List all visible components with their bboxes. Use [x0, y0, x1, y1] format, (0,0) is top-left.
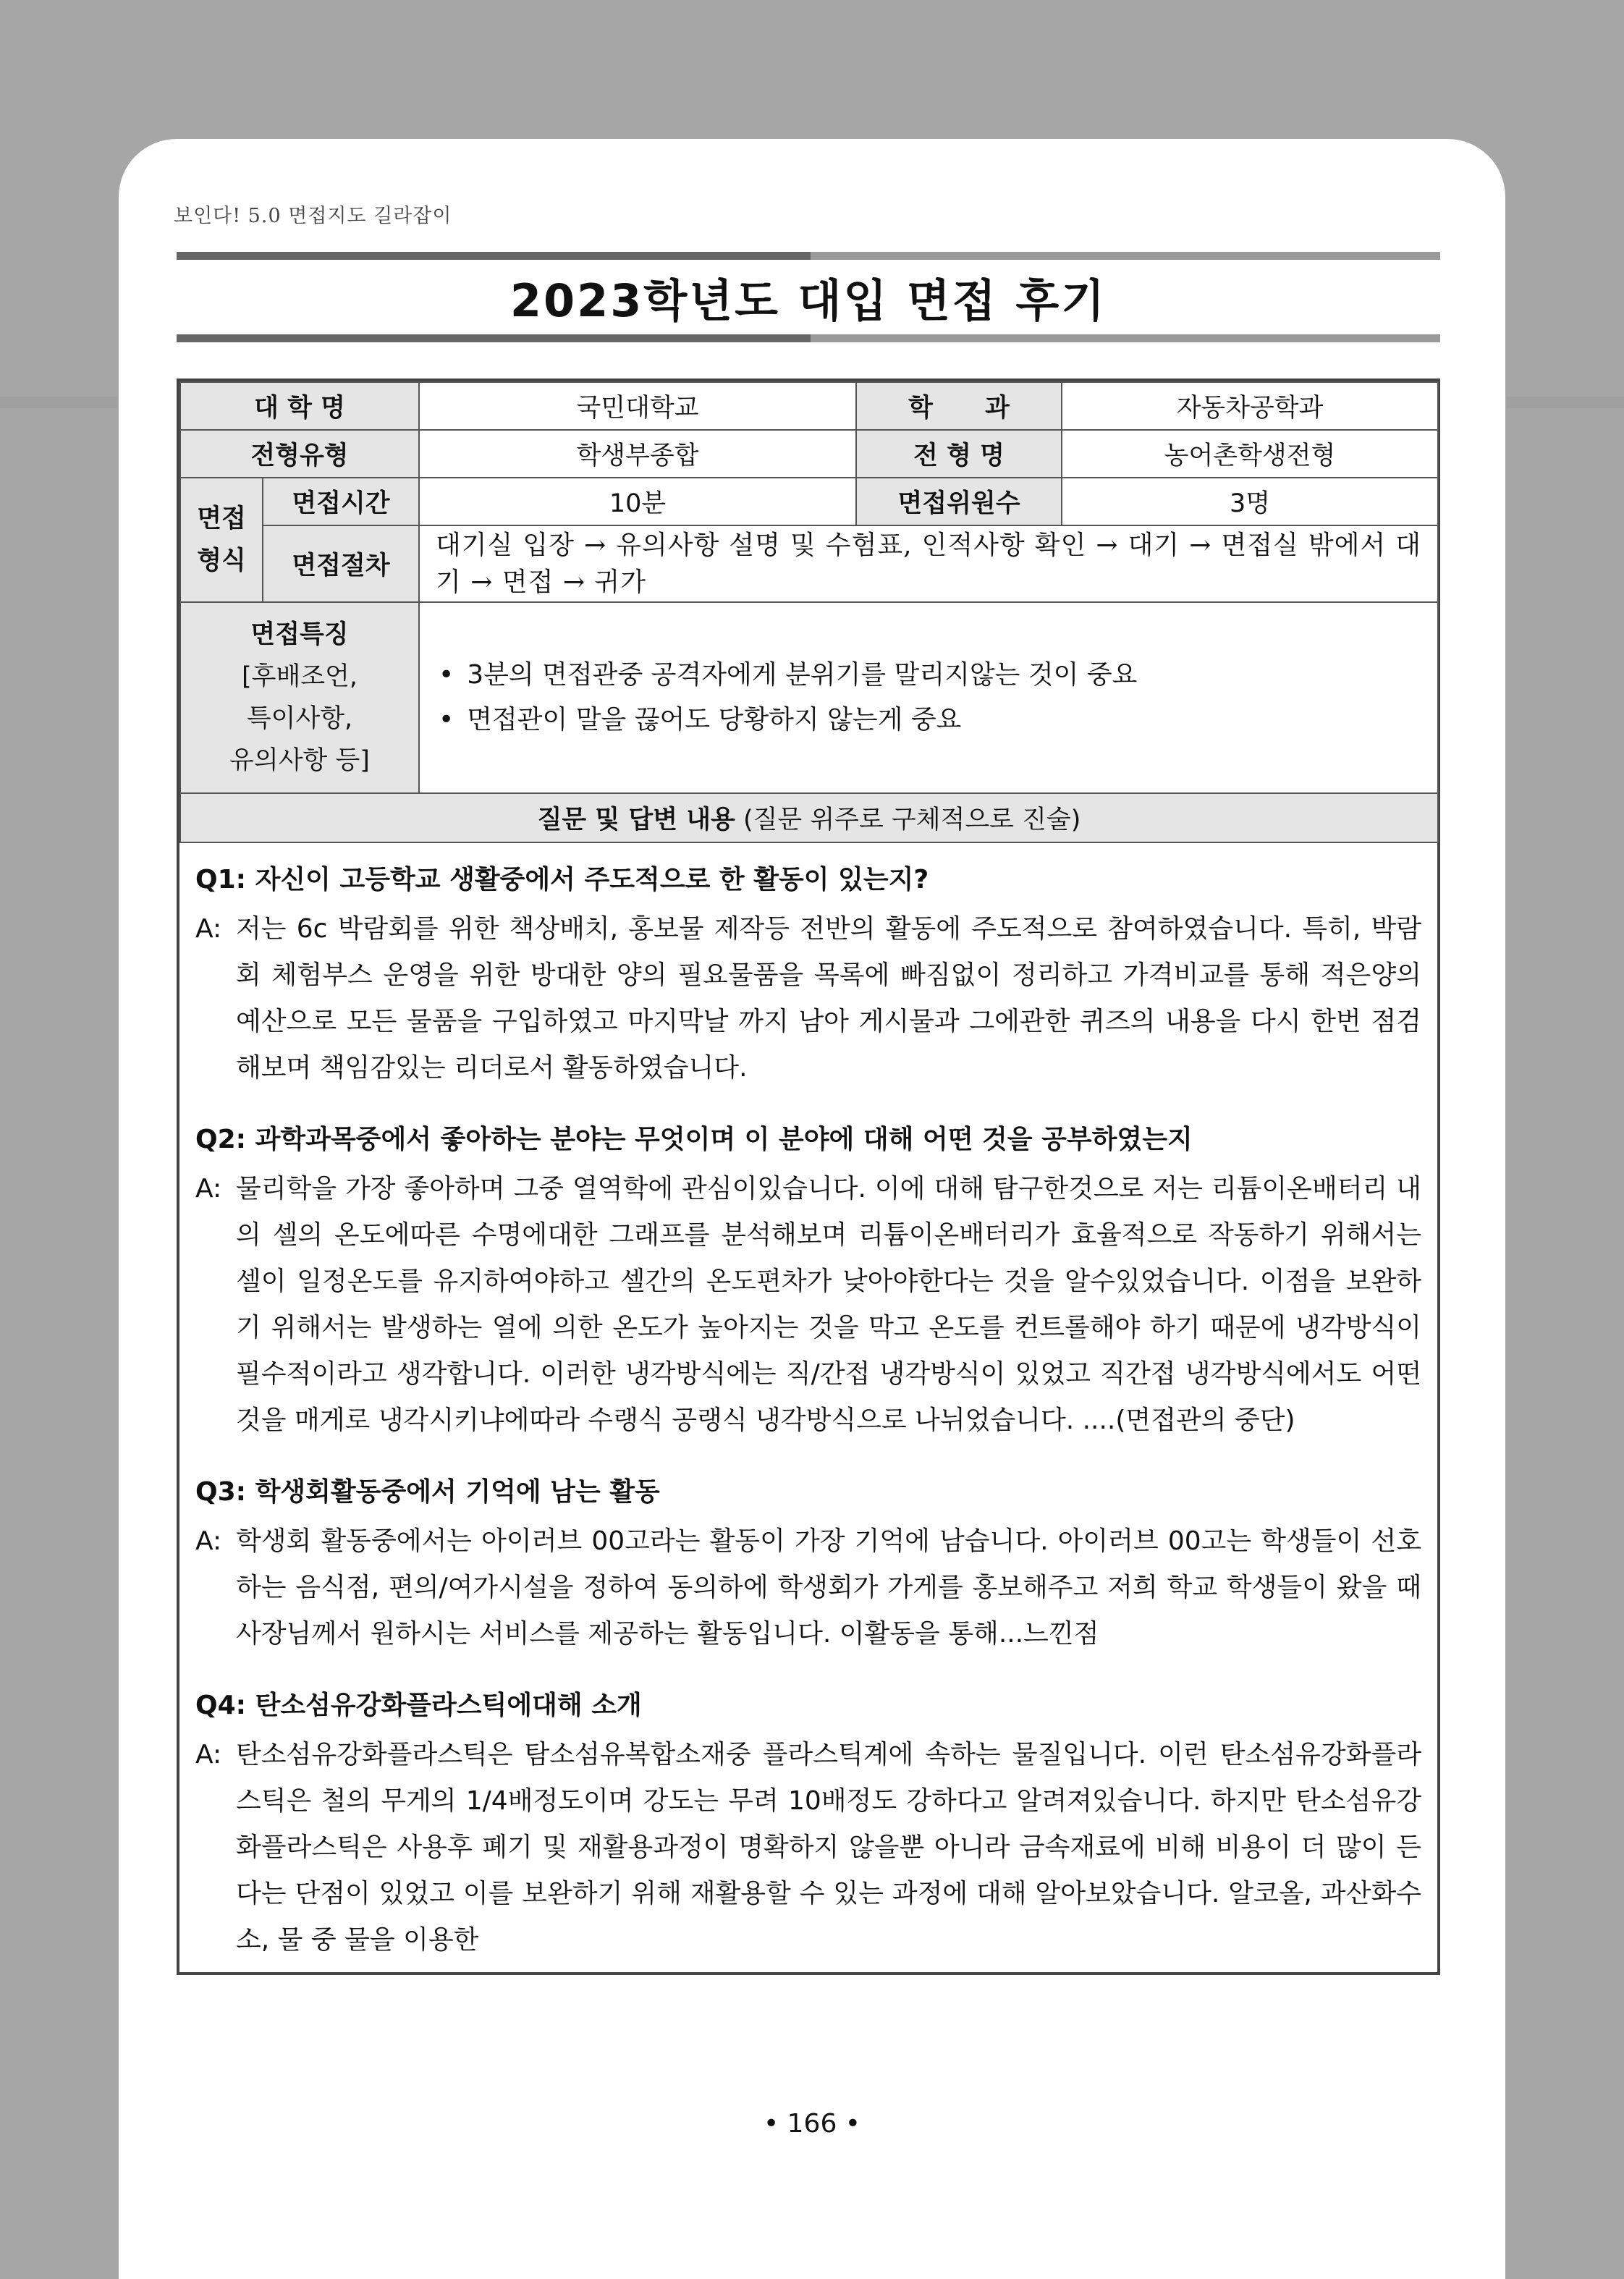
features-label-title: 면접특징 — [250, 620, 349, 649]
features-label-line2: [후배조언, — [241, 662, 358, 691]
answer-prefix: A: — [195, 1740, 222, 1769]
procedure-cell — [419, 525, 1438, 602]
procedure-label: 면접절차 — [263, 525, 419, 602]
time-value: 10분 — [419, 478, 856, 525]
qa-header-title: 질문 및 답변 내용 — [537, 806, 735, 834]
interview-form — [177, 379, 1440, 1975]
question-3: Q3: 학생회활동중에서 기억에 남는 활동 — [195, 1477, 660, 1507]
features-cell — [419, 602, 1438, 793]
question-2: Q2: 과학과목중에서 좋아하는 분야는 무엇이며 이 분야에 대해 어떤 것을 공부하였는지 — [195, 1125, 1193, 1154]
features-label — [180, 602, 419, 793]
format-label — [180, 478, 263, 602]
title-rule-top — [177, 252, 1440, 260]
features-list — [420, 653, 1437, 743]
panel-value: 3명 — [1062, 478, 1438, 525]
title-rule-bottom — [177, 334, 1440, 342]
time-label: 면접시간 — [263, 478, 419, 525]
dept-value: 자동차공학과 — [1062, 382, 1438, 430]
qa-header-note: (질문 위주로 구체적으로 진술) — [735, 806, 1081, 834]
running-header: 보인다! 5.0 면접지도 길라잡이 — [174, 205, 452, 227]
university-value: 국민대학교 — [419, 382, 856, 430]
answer-1 — [195, 906, 1421, 1091]
university-label: 대 학 명 — [180, 382, 419, 430]
answer-3 — [195, 1518, 1421, 1657]
type-value: 학생부종합 — [419, 430, 856, 478]
dept-label: 학 과 — [856, 382, 1062, 430]
qa-list — [179, 843, 1437, 1963]
info-table — [179, 381, 1439, 843]
feature-item: • 3분의 면접관중 공격자에게 분위기를 말리지않는 것이 중요 — [439, 653, 1437, 698]
answer-text: 학생회 활동중에서는 아이러브 00고라는 활동이 가장 기억에 남습니다. 아이러브 00고는 학생들이 선호하는 음식점, 편의/여가시설을 정하여 동의하에 학생회가 가게를 홍보해주고 저희 학교 학생들이 왔을 때 사장님께서 원하시는 서비스를 제공하는 활동입니다. 이활동을 통해...느낀점 — [236, 1526, 1421, 1649]
question-1: Q1: 자신이 고등학교 생활중에서 주도적으로 한 활동이 있는지? — [195, 865, 929, 895]
qa-section-header — [180, 793, 1438, 842]
panel-label: 면접위원수 — [856, 478, 1062, 525]
answer-2 — [195, 1166, 1421, 1444]
answer-prefix: A: — [195, 914, 222, 944]
format-label-line1: 면접 — [197, 504, 246, 533]
procedure-text: 대기실 입장 → 유의사항 설명 및 수험표, 인적사항 확인 → 대기 → 면접실 밖에서 대기 → 면접 → 귀가 — [436, 530, 1421, 597]
answer-prefix: A: — [195, 1174, 222, 1204]
question-4: Q4: 탄소섬유강화플라스틱에대해 소개 — [195, 1691, 642, 1720]
answer-prefix: A: — [195, 1526, 222, 1556]
page-number: • 166 • — [763, 2109, 861, 2139]
feature-item: • 면접관이 말을 끊어도 당황하지 않는게 중요 — [439, 698, 1437, 743]
features-label-line3: 특이사항, — [246, 704, 353, 733]
page-title: 2023학년도 대입 면접 후기 — [509, 274, 1107, 327]
features-label-line4: 유의사항 등] — [229, 746, 370, 775]
track-value: 농어촌학생전형 — [1062, 430, 1438, 478]
track-label: 전 형 명 — [856, 430, 1062, 478]
right-margin-bar — [1507, 397, 1624, 408]
answer-text: 물리학을 가장 좋아하며 그중 열역학에 관심이있습니다. 이에 대해 탐구한것으로 저는 리튬이온배터리 내의 셀의 온도에따른 수명에대한 그래프를 분석해보며 리튬이온배터리가 효율적으로 작동하기 위해서는 셀이 일정온도를 유지하여야하고 셀간의 온도편차가 낮아야한다는 것을 알수있었습니다. 이점을 보완하기 위해서는 발생하는 열에 의한 온도가 높아지는 것을 막고 온도를 컨트롤해야 하기 때문에 냉각방식이 필수적이라고 생각합니다. 이러한 냉각방식에는 직/간접 냉각방식이 있었고 직간접 냉각방식에서도 어떤 것을 매게로 냉각시키냐에따라 수랭식 공랭식 냉각방식으로 나뉘었습니다. ....(면접관의 중단) — [236, 1174, 1421, 1435]
format-label-line2: 형식 — [197, 546, 246, 575]
answer-text: 탄소섬유강화플라스틱은 탐소섬유복합소재중 플라스틱계에 속하는 물질입니다. 이런 탄소섬유강화플라스틱은 철의 무게의 1/4배정도이며 강도는 무려 10배정도 강하다고 알려져있습니다. 하지만 탄소섬유강화플라스틱은 사용후 폐기 및 재활용과정이 명확하지 않을뿐 아니라 금속재료에 비해 비용이 더 많이 든다는 단점이 있었고 이를 보완하기 위해 재활용할 수 있는 과정에 대해 알아보았습니다. 알코올, 과산화수소, 물 중 물을 이용한 — [236, 1740, 1421, 1955]
left-margin-bar — [0, 397, 117, 408]
type-label: 전형유형 — [180, 430, 419, 478]
answer-text: 저는 6c 박람회를 위한 책상배치, 홍보물 제작등 전반의 활동에 주도적으로 참여하였습니다. 특히, 박람회 체험부스 운영을 위한 방대한 양의 필요물품을 목록에 빠짐없이 정리하고 가격비교를 통해 적은양의 예산으로 모든 물품을 구입하였고 마지막날 까지 남아 게시물과 그에관한 퀴즈의 내용을 다시 한번 점검해보며 책임감있는 리더로서 활동하였습니다. — [236, 914, 1421, 1083]
answer-4 — [195, 1732, 1421, 1963]
